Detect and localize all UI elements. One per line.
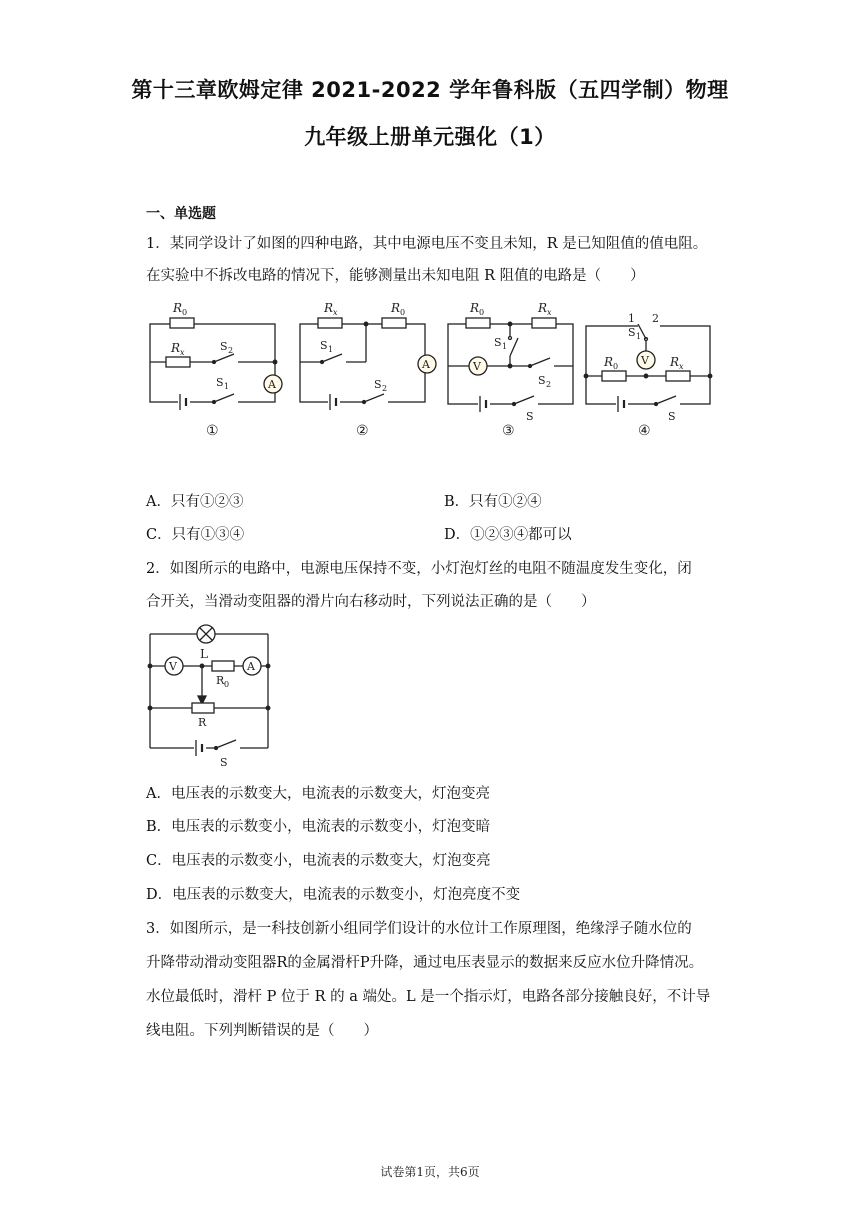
q2-stem-line1: 2．如图所示的电路中，电源电压保持不变，小灯泡灯丝的电阻不随温度发生变化，闭 — [146, 561, 692, 577]
q1-option-a[interactable]: A．只有①②③ — [146, 494, 244, 510]
svg-text:S: S — [628, 326, 636, 339]
svg-text:x: x — [679, 362, 684, 371]
q2-option-b[interactable]: B．电压表的示数变小，电流表的示数变小，灯泡变暗 — [146, 819, 491, 835]
svg-text:R: R — [171, 341, 181, 355]
svg-text:0: 0 — [182, 308, 188, 317]
circuit-3 — [448, 301, 573, 423]
svg-text:0: 0 — [400, 308, 406, 317]
svg-text:1: 1 — [502, 342, 508, 351]
q2-option-d[interactable]: D．电压表的示数变大，电流表的示数变小，灯泡亮度不变 — [146, 887, 521, 903]
page-title-line2: 九年级上册单元强化（1） — [304, 125, 556, 149]
svg-text:x: x — [547, 308, 552, 317]
q1-stem-line2: 在实验中不拆改电路的情况下，能够测量出未知电阻 R 阻值的电路是（ ） — [146, 268, 645, 284]
circuit-4 — [584, 312, 712, 423]
svg-text:A: A — [422, 358, 430, 371]
svg-text:x: x — [180, 348, 185, 357]
svg-text:R: R — [198, 716, 207, 729]
svg-text:1: 1 — [636, 332, 642, 341]
q3-stem-line4: 线电阻。下列判断错误的是（ ） — [146, 1023, 378, 1039]
svg-text:2: 2 — [382, 384, 388, 393]
q1-option-c[interactable]: C．只有①③④ — [146, 527, 245, 543]
q2-circuit-diagram — [140, 620, 280, 770]
svg-text:S: S — [494, 336, 502, 349]
svg-text:A: A — [247, 660, 255, 673]
svg-text:S: S — [220, 340, 228, 353]
svg-text:S: S — [374, 378, 382, 391]
svg-text:x: x — [333, 308, 338, 317]
q2-stem-line2: 合开关，当滑动变阻器的滑片向右移动时，下列说法正确的是（ ） — [146, 594, 596, 610]
q1-circuit-diagrams — [140, 296, 720, 446]
svg-text:V: V — [473, 360, 481, 373]
svg-text:R: R — [604, 355, 614, 369]
svg-text:R: R — [470, 301, 480, 315]
svg-text:0: 0 — [479, 308, 485, 317]
q1-option-b[interactable]: B．只有①②④ — [444, 494, 542, 510]
svg-text:A: A — [268, 378, 276, 391]
svg-text:S: S — [216, 376, 224, 389]
q1-stem-line1: 1．某同学设计了如图的四种电路，其中电源电压不变且未知，R 是已知阻值的值电阻。 — [146, 236, 708, 252]
svg-text:L: L — [200, 647, 208, 661]
svg-text:1: 1 — [224, 382, 230, 391]
svg-text:1: 1 — [628, 312, 635, 325]
q3-stem-line3: 水位最低时，滑杆 P 位于 R 的 a 端处。L 是一个指示灯，电路各部分接触良好，不计导 — [146, 989, 711, 1005]
svg-text:R: R — [324, 301, 334, 315]
svg-text:2: 2 — [652, 312, 659, 325]
svg-text:R: R — [538, 301, 548, 315]
q2-option-a[interactable]: A．电压表的示数变大，电流表的示数变大，灯泡变亮 — [146, 786, 490, 802]
svg-text:S: S — [668, 410, 676, 423]
q2-option-c[interactable]: C．电压表的示数变小，电流表的示数变大，灯泡变亮 — [146, 853, 491, 869]
svg-text:R: R — [391, 301, 401, 315]
svg-text:2: 2 — [546, 380, 552, 389]
svg-text:R: R — [670, 355, 680, 369]
svg-text:S: S — [526, 410, 534, 423]
svg-text:1: 1 — [328, 345, 334, 354]
page-footer: 试卷第1页，共6页 — [380, 1165, 480, 1179]
section-heading: 一、单选题 — [146, 206, 216, 222]
page-title-line1: 第十三章欧姆定律 2021-2022 学年鲁科版（五四学制）物理 — [131, 78, 729, 102]
q3-stem-line1: 3．如图所示，是一科技创新小组同学们设计的水位计工作原理图，绝缘浮子随水位的 — [146, 921, 692, 937]
q3-stem-line2: 升降带动滑动变阻器R的金属滑杆P升降，通过电压表显示的数据来反应水位升降情况。 — [146, 955, 704, 971]
svg-text:V: V — [641, 354, 649, 367]
svg-text:R: R — [216, 674, 225, 687]
svg-text:S: S — [320, 339, 328, 352]
circuit-4-label: ④ — [638, 423, 651, 439]
circuit-3-label: ③ — [502, 423, 515, 439]
svg-text:V: V — [169, 660, 177, 673]
q1-option-d[interactable]: D．①②③④都可以 — [444, 527, 572, 543]
svg-text:0: 0 — [224, 680, 230, 689]
circuit-2 — [300, 301, 436, 410]
svg-text:R: R — [173, 301, 183, 315]
svg-text:S: S — [538, 374, 546, 387]
circuit-2-label: ② — [356, 423, 369, 439]
circuit-1 — [150, 301, 282, 410]
svg-text:0: 0 — [613, 362, 619, 371]
svg-text:2: 2 — [228, 346, 234, 355]
circuit-1-label: ① — [206, 423, 219, 439]
svg-text:S: S — [220, 756, 228, 769]
